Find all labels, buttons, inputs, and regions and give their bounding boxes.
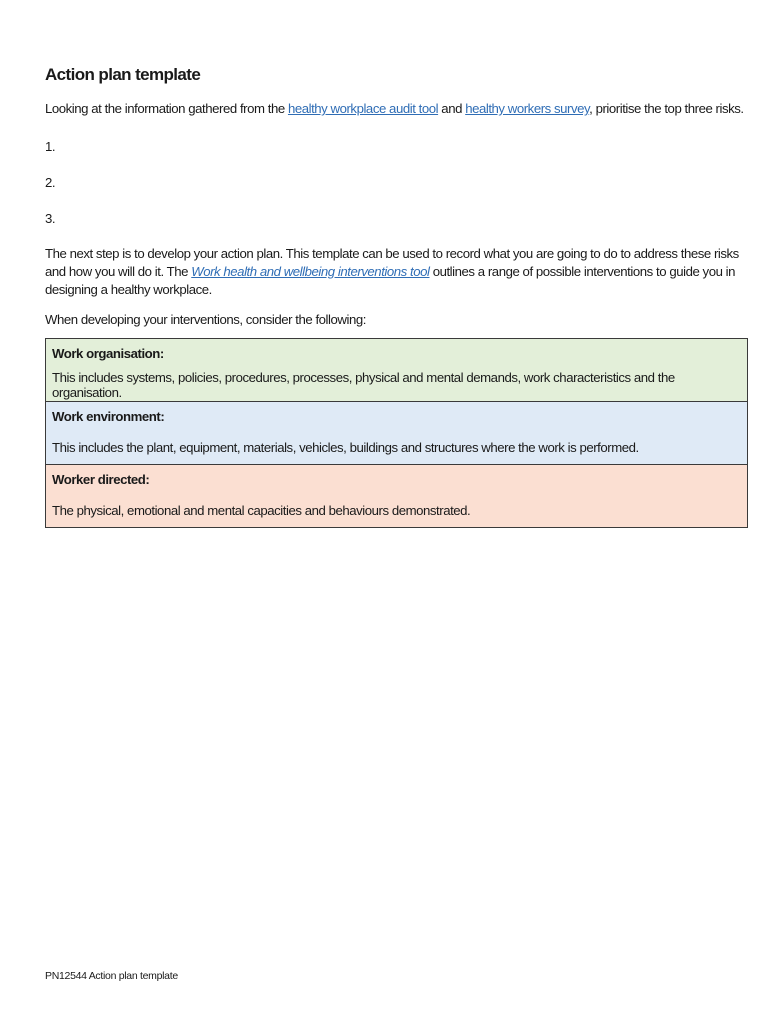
risk-item-2[interactable]: 2.: [45, 175, 56, 190]
intro-paragraph: [45, 100, 748, 118]
next-step-paragraph: [45, 245, 748, 299]
audit-tool-link[interactable]: healthy workplace audit tool: [287, 101, 439, 116]
document-content: [45, 64, 748, 528]
interventions-tool-link[interactable]: Work health and wellbeing interventions tool: [191, 264, 430, 279]
intro-suffix: , prioritise the top three risks.: [589, 101, 744, 116]
factor-heading-row: [46, 402, 748, 432]
factor-heading-row: [46, 465, 748, 495]
worker-directed-heading: Worker directed:: [46, 465, 748, 495]
factor-description-row: [46, 368, 748, 402]
page-footer: PN12544 Action plan template: [45, 970, 178, 982]
workers-survey-link[interactable]: healthy workers survey: [465, 101, 590, 116]
intro-middle: and: [438, 101, 466, 116]
work-organisation-heading: Work organisation:: [46, 339, 748, 369]
worker-directed-description: The physical, emotional and mental capacities and behaviours demonstrated.: [46, 494, 748, 528]
factor-description-row: [46, 431, 748, 465]
next-step-prefix: The next step is to develop your action plan. This template can be used to record what you are going to do to address these risks and how you will do it. The: [45, 246, 739, 279]
factor-heading-row: [46, 339, 748, 369]
consider-text: When developing your interventions, consider the following:: [45, 312, 366, 327]
factor-description-row: [46, 494, 748, 528]
factors-table: [45, 338, 748, 528]
risk-item-3[interactable]: 3.: [45, 211, 56, 226]
page-title: Action plan template: [45, 65, 201, 84]
work-organisation-description: This includes systems, policies, procedures, processes, physical and mental demands, work characteristics and the organisation.: [46, 368, 748, 402]
intro-prefix: Looking at the information gathered from the: [45, 101, 288, 116]
next-step-suffix: outlines a range of possible interventions to guide you in designing a healthy workplace.: [45, 264, 736, 297]
work-environment-description: This includes the plant, equipment, materials, vehicles, buildings and structures where the work is performed.: [46, 431, 748, 465]
work-environment-heading: Work environment:: [46, 402, 748, 432]
risk-item-1[interactable]: 1.: [45, 139, 56, 154]
